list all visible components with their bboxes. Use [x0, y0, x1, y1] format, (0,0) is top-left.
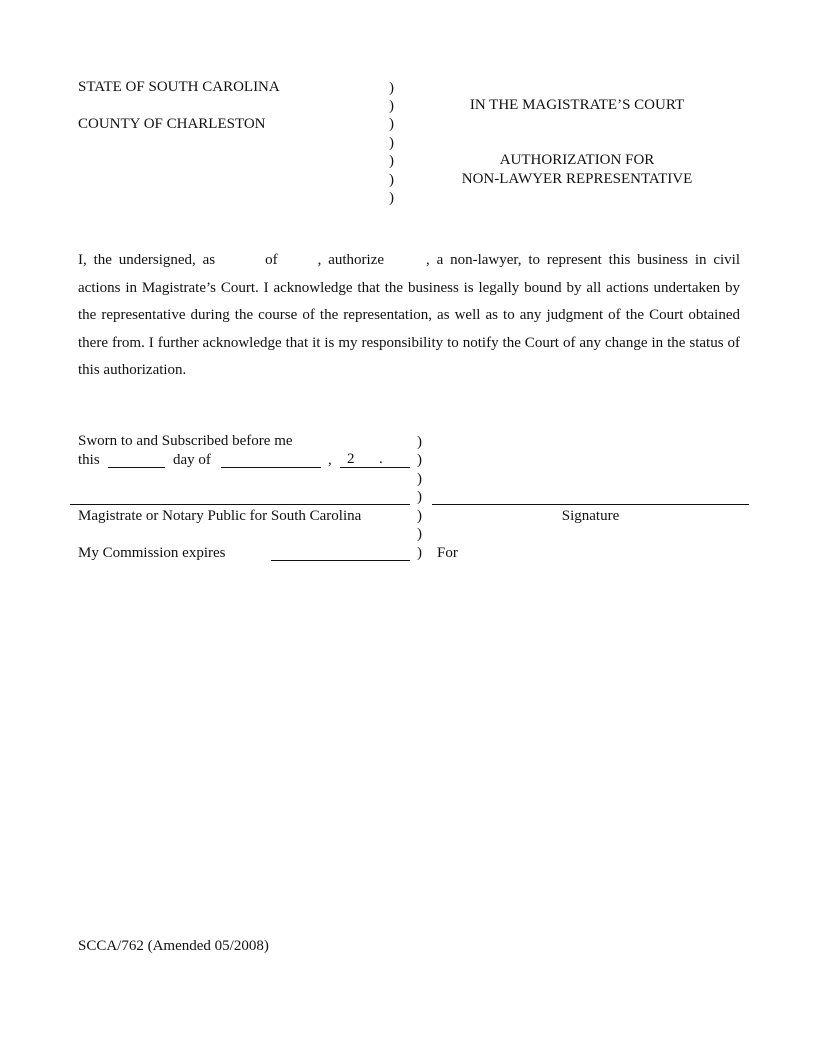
this-label: this — [78, 452, 100, 468]
year-period: . — [379, 451, 383, 467]
court-heading: IN THE MAGISTRATE’S COURT — [469, 97, 685, 113]
sworn-label: Sworn to and Subscribed before me — [78, 433, 293, 449]
day-field[interactable] — [108, 453, 165, 468]
paragraph-text-part4: , a non-lawyer, to represent this business in civil actions in Magistrate’s Court. I acknowledge that the business is legally bound by all actions undertaken by the representative during the course of the representation, as well as to any judgment of the Court obtained there from. I further acknowledge that it is my responsibility to notify the Court of any change in the status of this authorization. — [78, 252, 740, 378]
magistrate-label: Magistrate or Notary Public for South Carolina — [78, 508, 362, 524]
caption-paren: ) — [389, 98, 394, 114]
caption-paren: ) — [389, 135, 394, 151]
paragraph-text-part2: of — [265, 252, 278, 268]
paragraph-text-part1: I, the undersigned, as — [78, 252, 216, 268]
signature-label: Signature — [561, 508, 620, 524]
jurat-paren: ) — [417, 434, 422, 450]
form-title-line1: AUTHORIZATION FOR — [499, 152, 655, 168]
paragraph-text-part3: , authorize — [317, 252, 385, 268]
county-label: COUNTY OF CHARLESTON — [78, 116, 266, 132]
jurat-paren: ) — [417, 471, 422, 487]
jurat-paren: ) — [417, 452, 422, 468]
caption-paren: ) — [389, 116, 394, 132]
for-label: For — [437, 545, 458, 561]
authorization-paragraph — [78, 247, 740, 385]
jurat-paren: ) — [417, 526, 422, 542]
jurat-paren: ) — [417, 508, 422, 524]
state-label: STATE OF SOUTH CAROLINA — [78, 79, 280, 95]
caption-paren: ) — [389, 153, 394, 169]
commission-expiry-field[interactable] — [271, 546, 410, 561]
caption-paren: ) — [389, 80, 394, 96]
signature-line[interactable] — [432, 504, 749, 505]
form-number: SCCA/762 (Amended 05/2008) — [78, 938, 269, 954]
date-comma: , — [328, 452, 332, 468]
commission-label: My Commission expires — [78, 545, 226, 561]
day-of-label: day of — [173, 452, 211, 468]
form-title-line2: NON-LAWYER REPRESENTATIVE — [461, 171, 693, 187]
year-prefix: 2 — [347, 451, 355, 467]
caption-paren: ) — [389, 190, 394, 206]
magistrate-signature-line[interactable] — [70, 504, 410, 505]
month-field[interactable] — [221, 453, 321, 468]
jurat-paren: ) — [417, 545, 422, 561]
jurat-paren: ) — [417, 489, 422, 505]
caption-paren: ) — [389, 172, 394, 188]
